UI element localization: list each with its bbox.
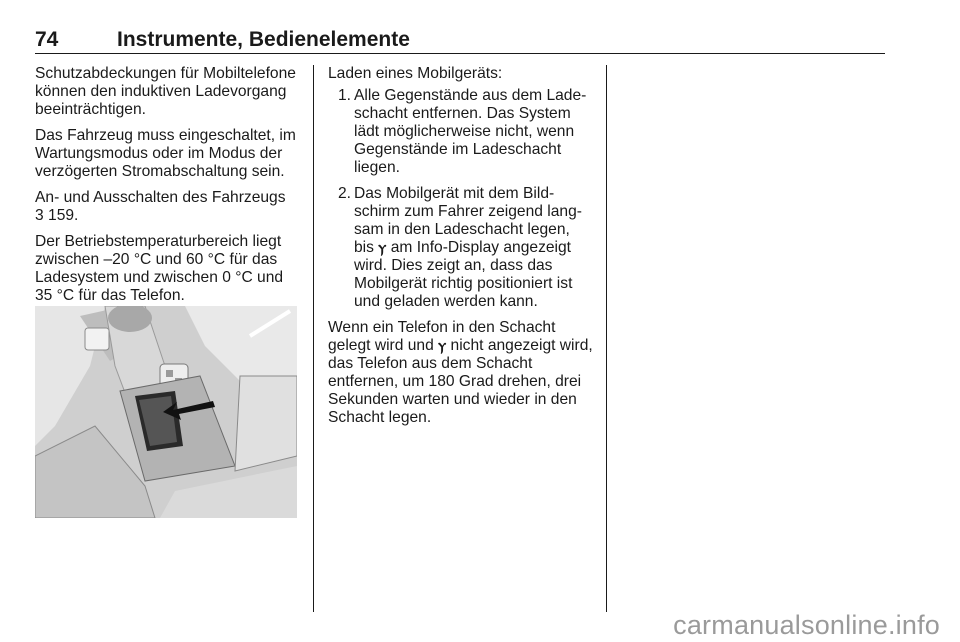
- page-reference-number: 159.: [48, 207, 79, 224]
- left-column: [35, 65, 300, 313]
- list-item: [328, 185, 594, 311]
- charging-steps-list: [328, 87, 594, 311]
- page-reference-icon: 3: [35, 207, 44, 224]
- list-item: [328, 87, 594, 177]
- reposition-paragraph: [328, 319, 594, 427]
- chapter-title: Instrumente, Bedienelemente: [117, 28, 410, 51]
- middle-column: [328, 65, 594, 435]
- wireless-charging-icon: ⲩ: [438, 337, 447, 354]
- page-number: 74: [35, 28, 59, 51]
- charging-slot-illustration: [35, 306, 297, 518]
- column-divider-left: [313, 65, 314, 612]
- on-off-reference-paragraph: [35, 189, 300, 225]
- header-rule: [35, 53, 885, 54]
- step-number: 2.: [338, 185, 352, 202]
- charging-intro: Laden eines Mobilgeräts:: [328, 65, 503, 82]
- temperature-range-paragraph: Der Betriebstemperaturbereich liegt zwischen –20 °C und 60 °C für das Ladesystem und zwischen 0 °C und 35 °C für das Telefon.: [35, 233, 284, 304]
- step-text-after-symbol: am Info-Display angezeigt wird. Dies zeigt an, dass das Mobilgerät richtig positioniert ist und geladen werden kann.: [354, 239, 573, 310]
- step-text: Alle Gegenstände aus dem Ladeschacht entfernen. Das System lädt möglicherweise nicht, wenn Gegenstände im Ladeschacht liegen.: [354, 87, 587, 176]
- on-off-reference-text: An- und Ausschalten des Fahrzeugs: [35, 189, 286, 206]
- reposition-text-before-symbol: Wenn ein Telefon in den Schacht gelegt wird und: [328, 319, 556, 354]
- step-number: 1.: [338, 87, 352, 104]
- step-text-before-symbol: Das Mobilgerät mit dem Bildschirm zum Fahrer zeigend langsam in den Ladeschacht legen, bis: [354, 185, 582, 256]
- vehicle-mode-paragraph: Das Fahrzeug muss eingeschaltet, im Wartungsmodus oder im Modus der verzögerten Stromabschaltung sein.: [35, 127, 296, 180]
- watermark: carmanualsonline.info: [673, 610, 940, 640]
- page-header: [35, 28, 885, 52]
- column-divider-right: [606, 65, 607, 612]
- cover-warning-paragraph: Schutzabdeckungen für Mobiltelefone können den induktiven Ladevorgang beeinträchtigen.: [35, 65, 296, 118]
- reposition-text-after-symbol: nicht angezeigt wird, das Telefon aus dem Schacht entfernen, um 180 Grad drehen, drei Sekunden warten und wieder in den Schacht legen.: [328, 337, 593, 426]
- console-drawing: [35, 306, 297, 518]
- wireless-charging-icon: ⲩ: [378, 239, 387, 256]
